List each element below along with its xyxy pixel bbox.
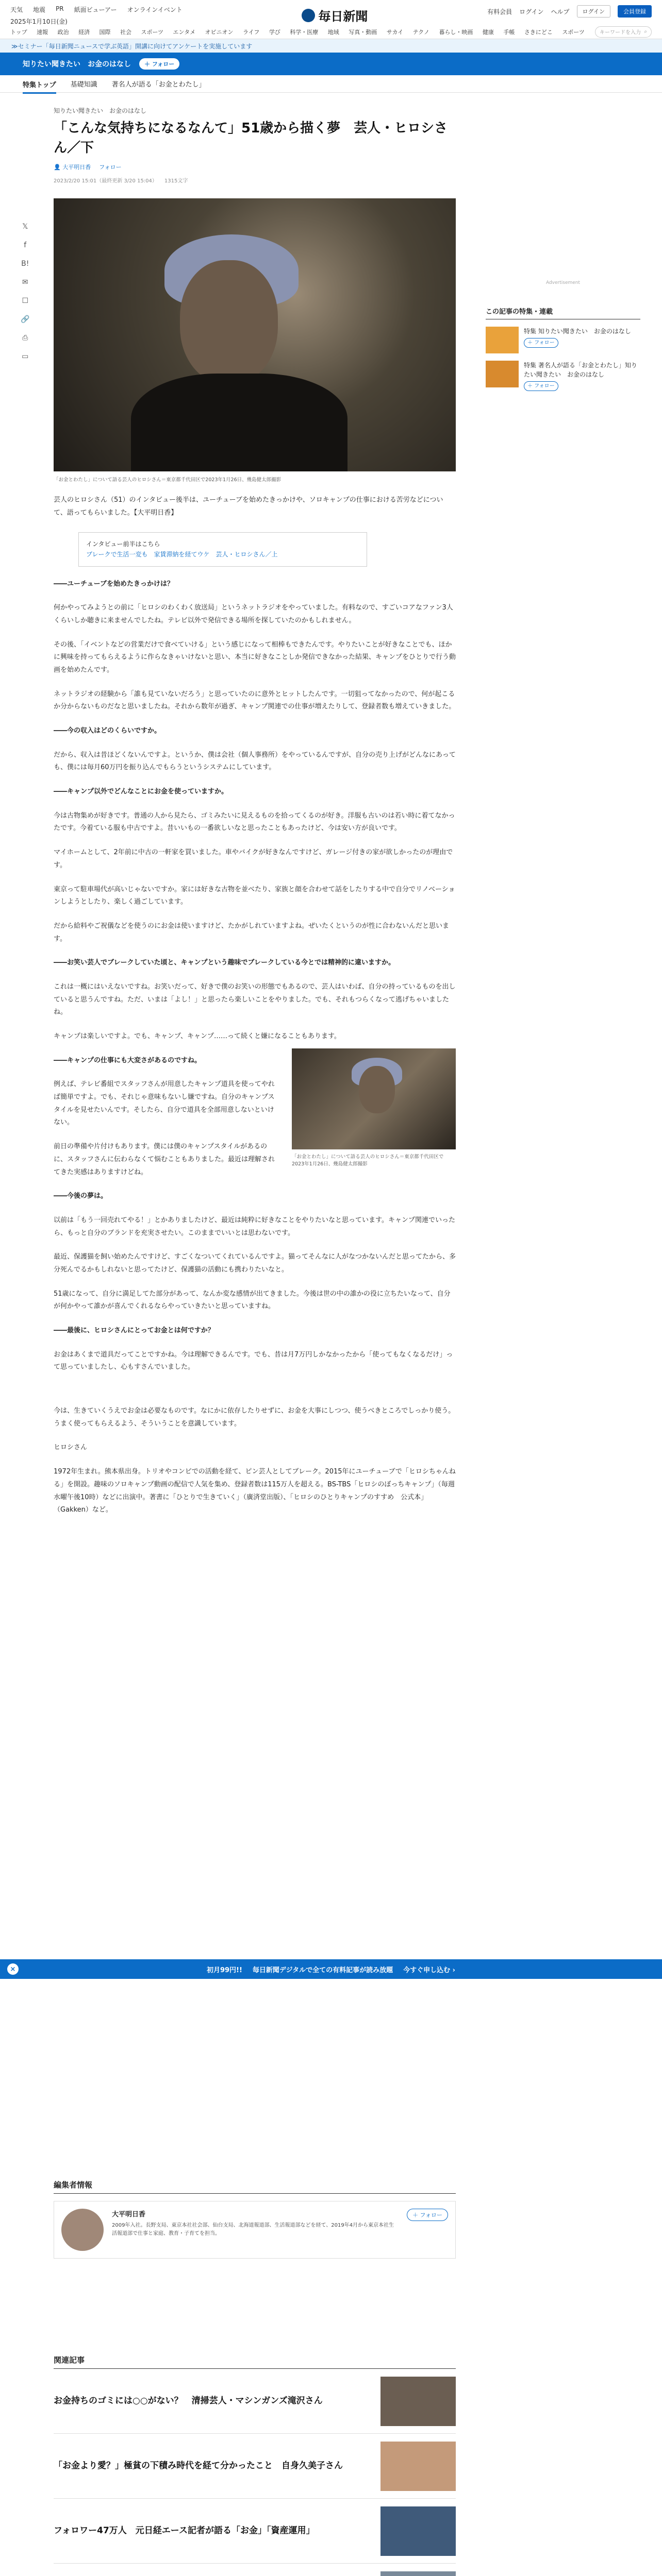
article-date: 2023/2/20 15:01（最終更新 3/20 15:04） xyxy=(54,178,157,184)
article-chars: 1315文字 xyxy=(164,178,188,184)
nav-item[interactable]: 速報 xyxy=(37,28,48,36)
editor-section xyxy=(54,2179,456,2259)
nav-item[interactable]: 健康 xyxy=(482,28,494,36)
register-button[interactable]: 会員登録 xyxy=(618,5,652,18)
inline-photo xyxy=(292,1048,456,1167)
utility-left xyxy=(10,5,183,26)
rail-item[interactable] xyxy=(486,361,640,391)
nav-item[interactable]: 科学・医療 xyxy=(290,28,319,36)
related-article-thumb[interactable] xyxy=(380,2571,456,2576)
related-article-thumb[interactable] xyxy=(380,2442,456,2491)
lead-paragraph: 芸人のヒロシさん（51）のインタビュー後半は、ユーチューブを始めたきっかけや、ソロキャンプの仕事における苦労などについて、語ってもらいました。【大平明日香】 xyxy=(54,496,443,517)
ad-label: Advertisement xyxy=(545,280,581,285)
main-nav xyxy=(0,25,662,39)
paragraph: お金はあくまで道具だってことですかね。今は理解できるんです。でも、昔は月7万円しかなかったから「使ってもなくなるだけ」って思っていましたし、心もすさんでいました。 xyxy=(54,1350,453,1371)
link-login-text[interactable]: ログイン xyxy=(519,8,544,15)
paragraph: 例えば、テレビ番組でスタッフさんが用意したキャンプ道具を使ってやれば簡単ですよ。でも、それじゃ意味もないし嫌ですね。自分のキャンプスタイルを見せたいんです。そしたら、自分で道具を全部用意しないといけない。 xyxy=(54,1080,275,1127)
nav-item[interactable]: スポーツ xyxy=(562,28,585,36)
nav-item[interactable]: 社会 xyxy=(120,28,132,36)
link-paid[interactable]: 有料会員 xyxy=(487,8,512,15)
search-placeholder: キーワードを入力 xyxy=(600,30,641,36)
nav-item[interactable]: 暮らし・映画 xyxy=(439,28,473,36)
related-article-thumb[interactable] xyxy=(380,2506,456,2556)
search-box[interactable] xyxy=(595,26,652,38)
notice-bar[interactable] xyxy=(0,39,662,53)
nav-item[interactable]: オピニオン xyxy=(205,28,234,36)
article-meta xyxy=(54,176,456,184)
related-article-thumb[interactable] xyxy=(380,2377,456,2426)
inline-photo-caption: 「お金とわたし」について語る芸人のヒロシさん＝東京都千代田区で2023年1月26日、幾島健太郎撮影 xyxy=(292,1154,444,1167)
x-share-icon[interactable]: 𝕏 xyxy=(22,223,28,231)
paragraph: その後、「イベントなどの営業だけで食べていける」という感じになって相棒もできたんです。やりたいことが好きなことでも、ほかに興味を持ってもらえるように作らなきゃいけないと思い、本当に好きなことしか発信できなかった結果、キャンプをひとりで行う動画を始めたんです。 xyxy=(54,640,456,674)
paragraph: ネットラジオの経験から「誰も見ていないだろう」と思っていたのに意外とヒットしたんです。一切狙ってなかったので、何が起こるか分からないものだなと思いましたね。それから数年が過ぎ、キャンプ関連での仕事が増えたりして、登録者数も増えていきました。 xyxy=(54,690,456,711)
nav-item[interactable]: 学び xyxy=(269,28,280,36)
nav-item[interactable]: さきにどこ xyxy=(524,28,553,36)
header-date: 2025年1月10日(金) xyxy=(10,18,68,25)
search-icon[interactable]: ⌕ xyxy=(644,29,647,35)
banner-cta[interactable]: 今すぐ申し込む › xyxy=(403,1966,456,1974)
link-quake[interactable]: 地震 xyxy=(33,6,46,13)
tab-basics[interactable]: 基礎知識 xyxy=(70,81,97,89)
paragraph: 最近、保護猫を飼い始めたんですけど、すごくなついてくれているんですよ。猫ってそんなに人がなつかないんだと思ってたから、多分死んでるかもしれないと思ってたけど、保護猫の活動にも携わりたいなと。 xyxy=(54,1253,456,1274)
series-title[interactable]: 知りたい聞きたい お金のはなし xyxy=(23,60,131,69)
article-title: 「こんな気持ちになるなんて」51歳から描く夢 芸人・ヒロシさん／下 xyxy=(54,121,448,156)
related-section xyxy=(54,2354,456,2576)
bio-text: 1972年生まれ。熊本県出身。トリオやコンビでの活動を経て、ピン芸人としてブレーク。2015年にユーチューブで「ヒロシちゃんねる」を開設。趣味のソロキャンプ動画の配信で人気を集め、登録者数は115万人を超える。BS-TBS「ヒロシのぼっちキャンプ」（毎週水曜午後10時）などに出演中。著書に「ひとりで生きていく」（廣済堂出版）、「ヒロシのひとりキャンプのすすめ 公式本」（Gakken）など。 xyxy=(54,1468,456,1514)
paragraph: 今は、生きていくうえでお金は必要なものです。なにかに依存したりせずに、お金を大事にしつつ、使うべきところでしっかり使う。うまく使ってもらえるよう、そういうことを意識しています。 xyxy=(54,1407,455,1428)
related-article[interactable] xyxy=(54,2499,456,2564)
related-article-title[interactable]: 「お金より愛？」極貧の下積み時代を経て分かったこと 自身久美子さん xyxy=(54,2460,343,2471)
series-follow-button[interactable]: ＋ フォロー xyxy=(139,58,179,70)
editor-heading: 編集者情報 xyxy=(54,2179,456,2194)
hatena-share-icon[interactable]: B! xyxy=(21,260,29,268)
banner-price: 初月99円!! xyxy=(206,1966,242,1974)
nav-item[interactable]: 経済 xyxy=(78,28,90,36)
rail-item-title[interactable]: 特集 著名人が語る「お金とわたし」知りたい聞きたい お金のはなし xyxy=(524,362,637,378)
paragraph: キャンプは楽しいですよ。でも、キャンプ、キャンプ……って続くと嫌になることもあります。 xyxy=(54,1032,341,1041)
related-box-label: インタビュー前半はこちら xyxy=(86,540,160,548)
utility-right xyxy=(487,5,652,18)
link-viewer[interactable]: 紙面ビューアー xyxy=(74,6,117,13)
question: ――お笑い芸人でブレークしていた頃と、キャンプという趣味でブレークしている今とでは精神的に違いますか。 xyxy=(54,959,395,967)
site-logo[interactable] xyxy=(302,6,368,24)
author-follow-button[interactable]: ＋ フォロー xyxy=(407,2209,448,2221)
link-help[interactable]: ヘルプ xyxy=(551,8,570,15)
share-rail xyxy=(21,223,29,361)
utility-bar xyxy=(0,0,662,25)
login-button[interactable]: ログイン xyxy=(577,5,610,18)
rail-item[interactable] xyxy=(486,327,640,353)
byline xyxy=(54,163,456,171)
subscribe-banner[interactable] xyxy=(0,1959,662,1979)
nav-item[interactable]: テクノ xyxy=(412,28,429,36)
nav-item[interactable]: 国際 xyxy=(99,28,111,36)
photo-caption: 「お金とわたし」について語る芸人のヒロシさん＝東京都千代田区で2023年1月26日、幾島健太郎撮影 xyxy=(54,477,282,483)
subtabs xyxy=(0,75,662,93)
question: ――ユーチューブを始めたきっかけは？ xyxy=(54,580,174,588)
nav-item[interactable]: 手帳 xyxy=(503,28,515,36)
author-follow-link[interactable]: フォロー xyxy=(99,164,122,171)
comment-icon[interactable]: ▭ xyxy=(22,352,29,361)
question: ――今の収入はどのくらいですか。 xyxy=(54,727,161,735)
rail-item-title[interactable]: 特集 知りたい聞きたい お金のはなし xyxy=(524,328,631,335)
nav-item[interactable]: サカイ xyxy=(386,28,404,36)
logo-text: 毎日新聞 xyxy=(318,9,368,24)
tab-feature-top[interactable]: 特集トップ xyxy=(23,79,56,94)
paragraph: 51歳になって、自分に満足してた部分があって、なんか変な感情が出てきました。今後は世の中の誰かの役に立ちたいなって、自分が何かやって誰かが喜んでくれるならやっていきたいと思っていますね。 xyxy=(54,1290,451,1311)
tab-celebrities[interactable]: 著名人が語る「お金とわたし」 xyxy=(111,81,206,89)
bio-heading: ヒロシさん xyxy=(54,1444,88,1452)
nav-item[interactable]: ライフ xyxy=(243,28,260,36)
right-rail xyxy=(486,280,640,391)
related-heading: 関連記事 xyxy=(54,2354,456,2369)
paragraph: これは一概にはいえないですね。お笑いだって、好きで僕のお笑いの形態でもあるので、芸人はいわば、自分の持っているものを出していると思うんですね。ただ、いまは「よし！」と思ったら楽しいことをやりました。でも、それもつらくなって逃げちゃいましたね。 xyxy=(54,982,456,1016)
link-events[interactable]: オンラインイベント xyxy=(127,6,183,13)
facebook-share-icon[interactable]: f xyxy=(24,241,27,249)
related-article[interactable] xyxy=(54,2564,456,2576)
notice-text[interactable]: ≫セミナー「毎日新聞ニュースで学ぶ英語」開講に向けてアンケートを実施しています xyxy=(11,42,253,50)
article xyxy=(54,103,456,1517)
question: ――キャンプ以外でどんなことにお金を使っていますか。 xyxy=(54,788,228,796)
rail-follow-button[interactable]: ＋ フォロー xyxy=(524,381,558,391)
nav-item[interactable]: 写真・動画 xyxy=(349,28,377,36)
paragraph: マイホームとして、2年前に中古の一軒家を買いました。車やバイクが好きなんですけど、ガレージ付きの家が欲しかったのが理由です。 xyxy=(54,849,453,869)
link-weather[interactable]: 天気 xyxy=(10,6,23,13)
rail-follow-button[interactable]: ＋ フォロー xyxy=(524,338,558,348)
nav-items xyxy=(10,28,595,36)
main-photo xyxy=(54,198,456,471)
paragraph: 前日の準備や片付けもあります。僕には僕のキャンプスタイルがあるのに、スタッフさんに伝わらなくて悩むこともありました。最近は理解されてきた実感はありますけどね。 xyxy=(54,1143,275,1176)
paragraph: 東京って駐車場代が高いじゃないですか。家には好きな古物を並べたり、家族と顔を合わせて話をしたりする中で自分でリノベーションしようとしたり、楽しく過ごしています。 xyxy=(54,885,455,906)
link-pr[interactable]: PR xyxy=(56,5,64,12)
rail-heading: この記事の特集・連載 xyxy=(486,306,640,319)
bookmark-icon[interactable]: ☐ xyxy=(22,297,28,305)
related-box-link[interactable]: ブレークで生活一変も 家賃滞納を経てウケ 芸人・ヒロシさん／上 xyxy=(86,551,278,558)
question: ――今後の夢は。 xyxy=(54,1192,108,1200)
series-bar xyxy=(0,53,662,75)
avatar[interactable] xyxy=(61,2209,104,2251)
author-link[interactable]: 👤 大平明日香 xyxy=(54,164,91,171)
nav-item[interactable]: 政治 xyxy=(57,28,69,36)
nav-item[interactable]: エンタメ xyxy=(173,28,196,36)
paragraph: だから給料やご祝儀などを使うのにお金は使いますけど、たかがしれていますよね。ぜいたくというのが性に合わないんだと思います。 xyxy=(54,922,450,943)
related-article-title[interactable]: フォロワー47万人 元日経エース記者が語る「お金」「資産運用」 xyxy=(54,2525,315,2536)
line-share-icon[interactable]: ✉ xyxy=(22,278,28,286)
related-box xyxy=(78,532,367,567)
author-card xyxy=(54,2201,456,2259)
nav-item[interactable]: スポーツ xyxy=(141,28,164,36)
print-icon[interactable]: ⎙ xyxy=(22,334,28,342)
related-article-title[interactable]: お金持ちのゴミには○○がない？ 清掃芸人・マシンガンズ滝沢さん xyxy=(54,2395,323,2406)
paragraph: 以前は「もう一回売れてやる！」とかありましたけど、最近は純粋に好きなことをやりたいなと思っています。キャンプ関連でいったら、もっと自分のブランドを充実させたい。このままでいいとは思わないです。 xyxy=(54,1216,455,1237)
question: ――キャンプの仕事にも大変さがあるのですね。 xyxy=(54,1056,202,1064)
paragraph: だから、収入は昔ほどくないんですよ。というか、僕は会社（個人事務所）をやっているんですが、自分の売り上げがどんなにあっても、僕には毎月60万円を振り込んでもらうというシステムにしています。 xyxy=(54,751,456,772)
close-icon[interactable]: × xyxy=(7,1963,19,1975)
link-copy-icon[interactable]: 🔗 xyxy=(21,315,30,324)
rail-thumb xyxy=(486,327,519,353)
author-desc: 2009年入社。長野支局、東京本社社会部、仙台支局、北海道報道部、生活報道部などを経て、2019年4月から東京本社生活報道部で仕事と家庭、教育・子育てを担当。 xyxy=(112,2223,394,2236)
article-kicker[interactable]: 知りたい聞きたい お金のはなし xyxy=(54,107,147,114)
question: ――最後に、ヒロシさんにとってお金とは何ですか？ xyxy=(54,1327,214,1335)
author-name[interactable]: 大平明日香 xyxy=(112,2211,146,2218)
rail-thumb xyxy=(486,361,519,387)
related-article[interactable] xyxy=(54,2434,456,2499)
paragraph: 今は古物集めが好きです。普通の人から見たら、ゴミみたいに見えるものを拾ってくるのが好き。洋服も古いのは若い時に着てなかったです。今着ている服も中古ですよ。昔いいもの一番欲しいなと思ったこともあったけど、今は安い方が良いです。 xyxy=(54,811,455,833)
banner-text: 毎日新聞デジタルで全ての有料記事が読み放題 xyxy=(252,1966,393,1974)
nav-item[interactable]: トップ xyxy=(10,28,27,36)
logo-mark-icon xyxy=(302,9,315,22)
related-article[interactable] xyxy=(54,2369,456,2434)
nav-item[interactable]: 地域 xyxy=(327,28,339,36)
paragraph: 何かやってみようとの前に「ヒロシのわくわく放送局」というネットラジオをやっていました。有料なので、すごいコアなファン3人くらいしか聴きに来ませんでしたね。テレビ以外で発信できる場所を探していたのかもしれません。 xyxy=(54,604,453,624)
